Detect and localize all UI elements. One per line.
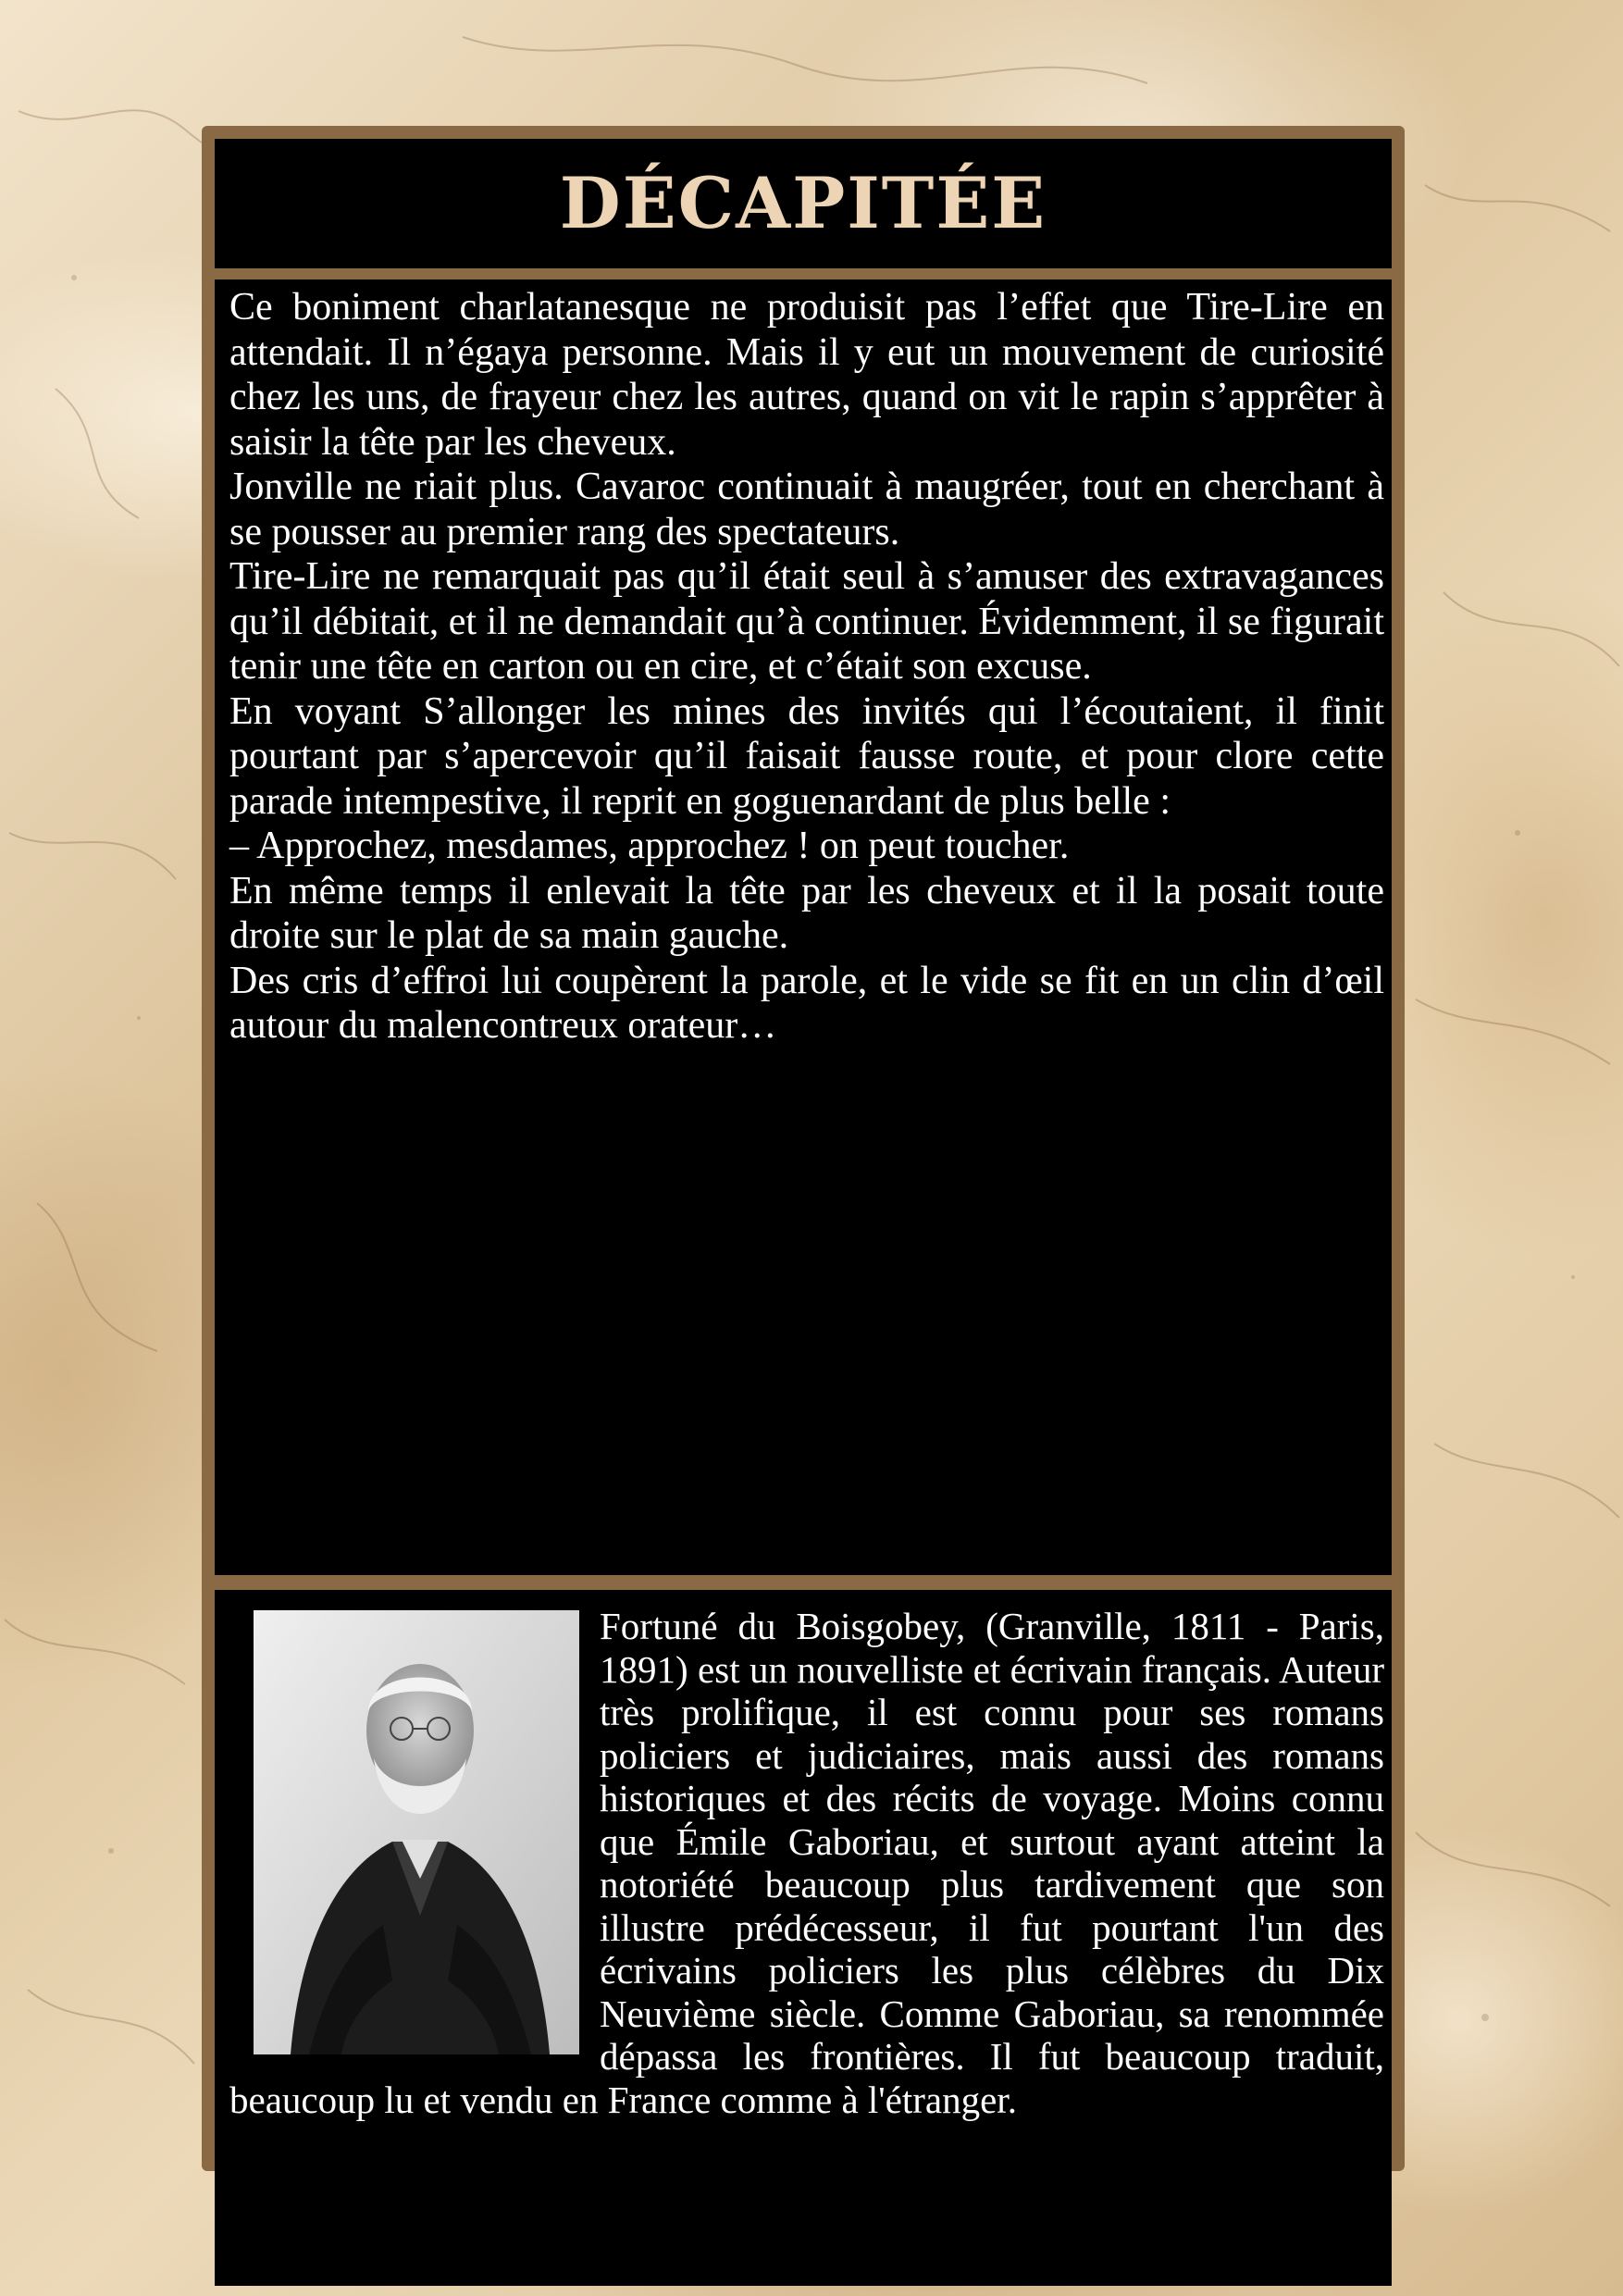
- story-panel: [215, 279, 1392, 1575]
- page-title: DÉCAPITÉE: [559, 162, 1047, 244]
- story-paragraph: Des cris d’effroi lui coupèrent la parole, et le vide se fit en un clin d’œil autour du malencontreux orateur…: [229, 959, 1384, 1047]
- story-paragraph: En voyant S’allonger les mines des invités qui l’écoutaient, il finit pourtant par s’apercevoir qu’il faisait fausse route, et pour clore cette parade intempestive, il reprit en goguenardant de plus belle :: [229, 689, 1384, 823]
- story-paragraph: – Approchez, mesdames, approchez ! on peut toucher.: [229, 825, 1070, 867]
- author-bio-panel: [215, 1590, 1392, 2286]
- author-bio-text: Fortuné du Boisgobey, (Granville, 1811 - Paris, 1891) est un nouvelliste et écrivain français. Auteur très prolifique, il est connu pour ses romans policiers et judiciaires, mais aussi des romans historiques et des récits de voyage. Moins connu que Émile Gaboriau, et surtout ayant atteint la notoriété beaucoup plus tardivement que son illustre prédécesseur, il fut pourtant l'un des écrivains policiers les plus célèbres du Dix Neuvième siècle. Comme Gaboriau, sa renommée dépassa les frontières. Il fut beaucoup traduit, beaucoup lu et vendu en France comme à l'étranger.: [229, 1605, 1384, 2121]
- story-paragraph: Ce boniment charlatanesque ne produisit pas l’effet que Tire-Lire en attendait. Il n’égaya personne. Mais il y eut un mouvement de curiosité chez les uns, de frayeur chez les autres, quand on vit le rapin s’apprêter à saisir la tête par les cheveux.: [229, 286, 1384, 464]
- content-frame: [202, 126, 1405, 2171]
- story-paragraph: Tire-Lire ne remarquait pas qu’il était seul à s’amuser des extravagances qu’il débitait, et il ne demandait qu’à continuer. Évidemment, il se figurait tenir une tête en carton ou en cire, et c’était son excuse.: [229, 555, 1384, 688]
- story-text: [229, 285, 1384, 1049]
- story-paragraph: Jonville ne riait plus. Cavaroc continuait à maugréer, tout en cherchant à se pousser au premier rang des spectateurs.: [229, 465, 1384, 553]
- title-panel: [215, 139, 1392, 268]
- author-portrait-photo: [254, 1610, 579, 2054]
- story-paragraph: En même temps il enlevait la tête par les cheveux et il la posait toute droite sur le plat de sa main gauche.: [229, 869, 1384, 957]
